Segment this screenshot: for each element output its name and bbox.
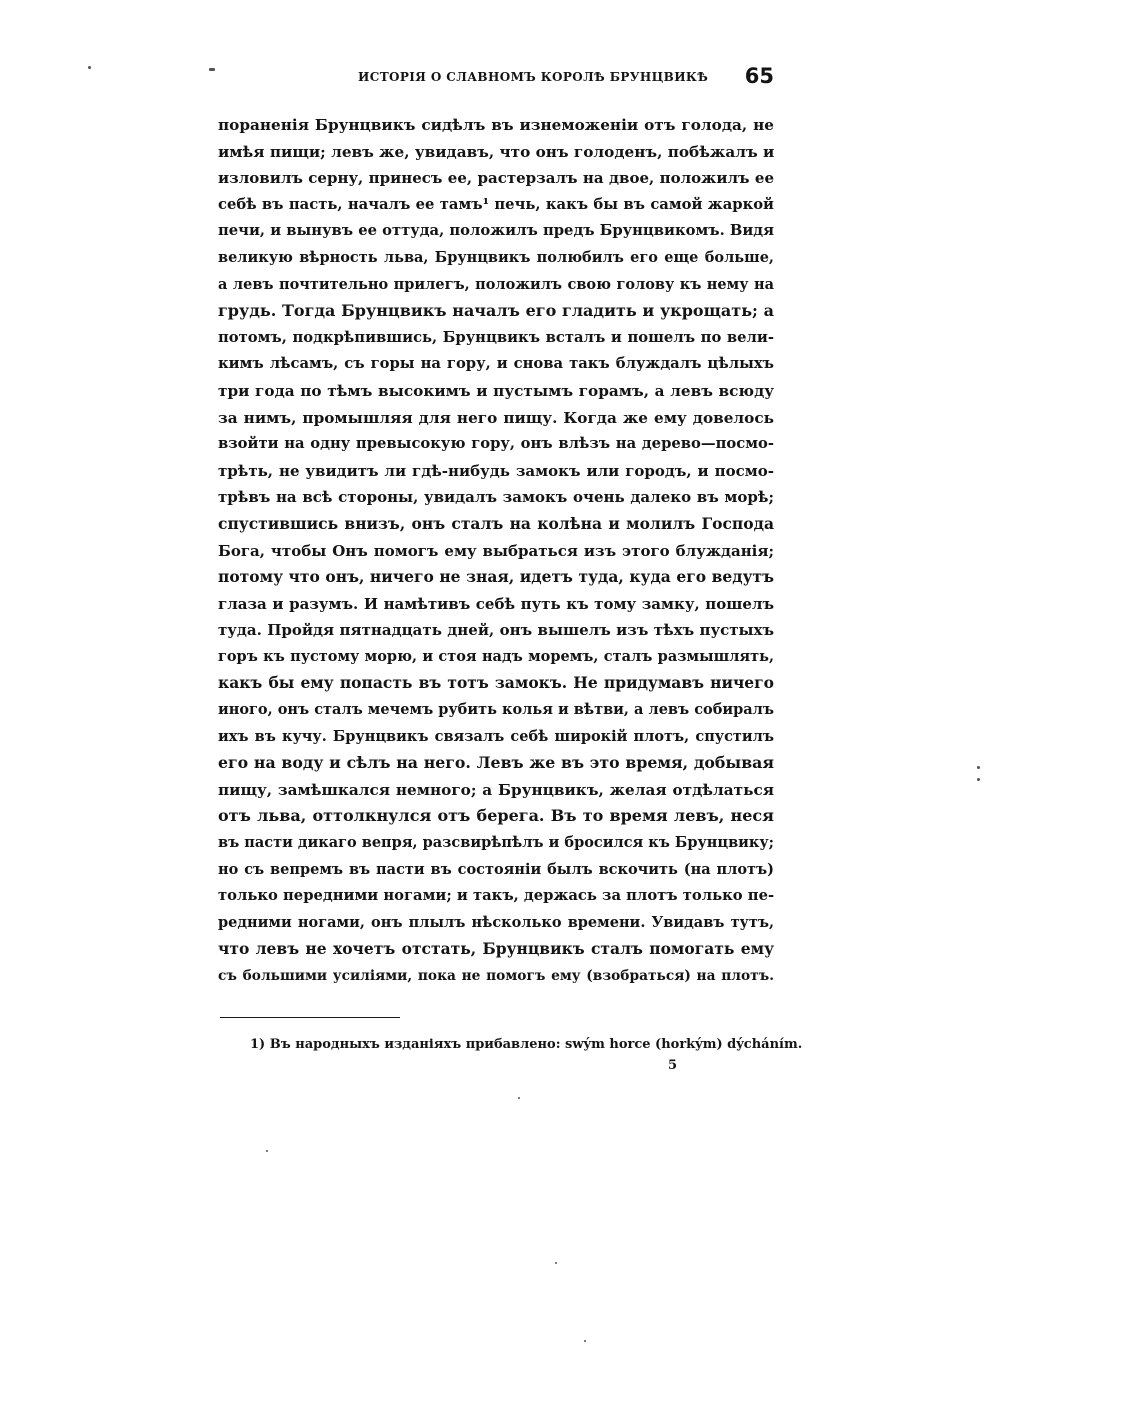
text-line: глаза и разумъ. И намѣтивъ себѣ путь къ тому замку, пошелъ — [218, 594, 774, 613]
page-number: 65 — [744, 64, 774, 88]
scan-speck — [209, 68, 215, 71]
text-line: съ большими усиліями, пока не помогъ ему (взобраться) на плотъ. — [218, 968, 774, 984]
text-line: трѣвъ на всѣ стороны, увидалъ замокъ очень далеко въ морѣ; — [218, 488, 774, 507]
text-line: кимъ лѣсамъ, съ горы на гору, и снова такъ блуждалъ цѣлыхъ — [218, 355, 774, 373]
text-line: взойти на одну превысокую гору, онъ влѣзъ на дерево—посмо- — [218, 435, 774, 453]
text-line: спустившись внизъ, онъ сталъ на колѣна и молилъ Господа — [218, 513, 774, 533]
scan-speck — [88, 66, 91, 69]
text-line: Бога, чтобы Онъ помогъ ему выбраться изъ этого блужданія; — [218, 541, 774, 560]
running-title: ИСТОРІЯ О СЛАВНОМЪ КОРОЛѢ БРУНЦВИКѢ — [358, 70, 709, 84]
text-line: потому что онъ, ничего не зная, идетъ туда, куда его ведутъ — [218, 567, 774, 587]
text-line: пораненія Брунцвикъ сидѣлъ въ изнеможеніи отъ голода, не — [218, 116, 774, 134]
text-line: ихъ въ кучу. Брунцвикъ связалъ себѣ широкій плотъ, спустилъ — [218, 727, 774, 745]
text-line: пищу, замѣшкался немного; а Брунцвикъ, желая отдѣлаться — [218, 780, 774, 799]
text-line: печи, и вынувъ ее оттуда, положилъ предъ Брунцвикомъ. Видя — [218, 222, 774, 240]
text-line: но съ вепремъ въ пасти въ состояніи былъ вскочить (на плотъ) — [218, 860, 774, 878]
text-line: грудь. Тогда Брунцвикъ началъ его гладить и укрощать; а — [218, 301, 774, 321]
text-line: потомъ, подкрѣпившись, Брунцвикъ всталъ и пошелъ по вели- — [218, 328, 774, 346]
text-line: что левъ не хочетъ отстать, Брунцвикъ сталъ помогать ему — [218, 939, 774, 959]
scan-speck — [518, 1097, 520, 1099]
running-header — [218, 64, 774, 92]
text-line: три года по тѣмъ высокимъ и пустымъ горамъ, а левъ всюду — [218, 381, 774, 400]
scan-speck — [584, 1340, 586, 1342]
text-line: великую вѣрность льва, Брунцвикъ полюбилъ его еще больше, — [218, 248, 774, 266]
text-line: его на воду и сѣлъ на него. Левъ же въ это время, добывая — [218, 753, 774, 773]
footnote-rule — [220, 1017, 400, 1018]
text-line: а левъ почтительно прилегъ, положилъ свою голову къ нему на — [218, 275, 774, 293]
text-line: туда. Пройдя пятнадцать дней, онъ вышелъ изъ тѣхъ пустыхъ — [218, 621, 774, 640]
text-line: въ пасти дикаго вепря, разсвирѣпѣлъ и бросился къ Брунцвику; — [218, 834, 774, 852]
text-line: какъ бы ему попасть въ тотъ замокъ. Не придумавъ ничего — [218, 673, 774, 693]
text-line: себѣ въ пасть, началъ ее тамъ¹ печь, какъ бы въ самой жаркой — [218, 195, 774, 213]
footnote: 1) Въ народныхъ изданіяхъ прибавлено: swým horce (horkým) dýcháním. — [250, 1037, 803, 1052]
text-line: иного, онъ сталъ мечемъ рубить колья и вѣтви, а левъ собиралъ — [218, 701, 774, 719]
body-text — [218, 112, 774, 990]
text-line: только передними ногами; и такъ, держась за плотъ только пе- — [218, 887, 774, 905]
text-line: редними ногами, онъ плылъ нѣсколько времени. Увидавъ тутъ, — [218, 913, 774, 931]
scan-speck — [266, 1150, 268, 1152]
text-line: изловилъ серну, принесъ ее, растерзалъ на двое, положилъ ее — [218, 169, 774, 188]
scan-speck — [977, 778, 980, 781]
text-line: отъ льва, оттолкнулся отъ берега. Въ то время левъ, неся — [218, 806, 774, 826]
text-line: за нимъ, промышляя для него пищу. Когда же ему довелось — [218, 408, 774, 427]
text-line: имѣя пищи; левъ же, увидавъ, что онъ голоденъ, побѣжалъ и — [218, 142, 774, 161]
scan-speck — [555, 1262, 557, 1264]
text-line: горъ къ пустому морю, и стоя надъ моремъ, сталъ размышлять, — [218, 647, 774, 665]
scan-speck — [977, 766, 980, 769]
text-line: трѣть, не увидитъ ли гдѣ-нибудь замокъ или городъ, и посмо- — [218, 461, 774, 480]
signature-mark: 5 — [668, 1058, 678, 1073]
